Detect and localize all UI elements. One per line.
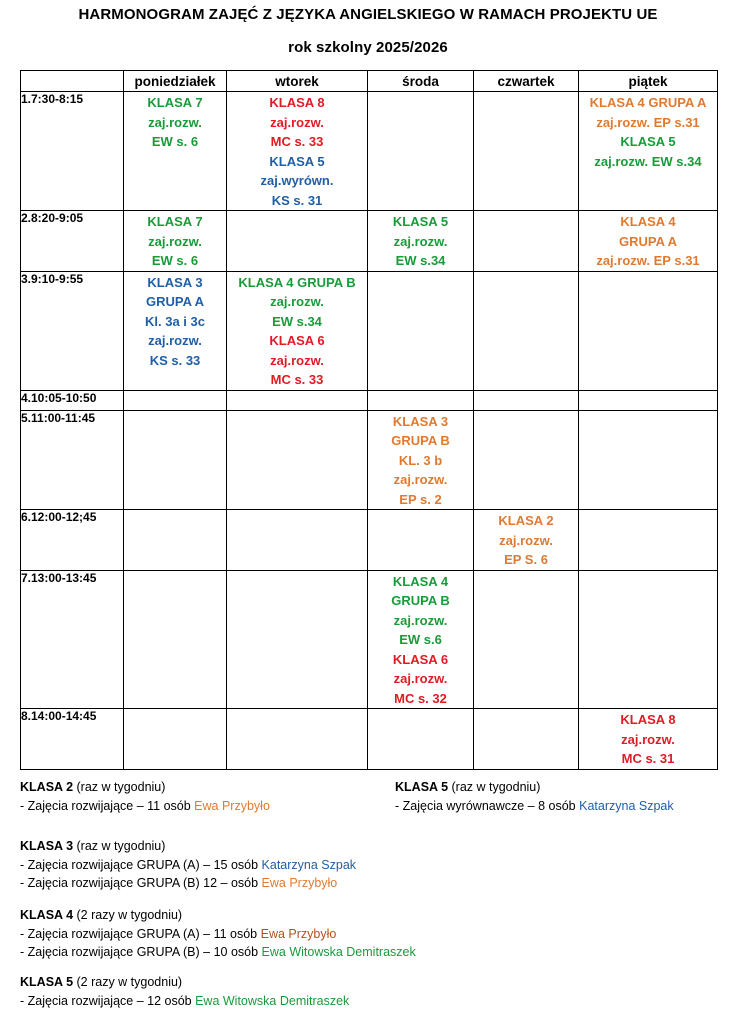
legend-item: - Zajęcia rozwijające GRUPA (A) – 11 osób Ewa Przybyło [20, 926, 337, 941]
legend-klasa-5-twice [20, 973, 349, 1010]
teacher-name: Ewa Witowska Demitraszek [195, 993, 350, 1008]
entry-line: zaj.rozw. [393, 612, 448, 628]
schedule-row [21, 709, 718, 770]
schedule-cell [474, 211, 579, 272]
time-slot: 8.14:00-14:45 [21, 709, 124, 770]
entry-line: EW s.34 [395, 253, 446, 268]
schedule-cell [474, 390, 579, 410]
entry-line: KLASA 8 [269, 95, 325, 110]
legend-class-name: KLASA 4 [20, 908, 74, 922]
entry-line: zaj.wyrówn. [260, 173, 334, 188]
legend-frequency: (raz w tygodniu) [448, 780, 541, 794]
day-header: poniedziałek [124, 71, 227, 92]
class-entry [124, 273, 226, 371]
teacher-name: Ewa Przybyło [194, 798, 270, 813]
time-slot: 6.12:00-12;45 [21, 510, 124, 571]
legend-item: - Zajęcia rozwijające – 11 osób Ewa Przybyło [20, 798, 270, 813]
legend-class-name: KLASA 5 [395, 780, 449, 794]
schedule-cell [474, 570, 579, 709]
class-entry [579, 710, 717, 769]
legend-frequency: (raz w tygodniu) [73, 839, 166, 853]
entry-line: zaj.rozw. [621, 731, 675, 747]
entry-line: KL. 3 b [398, 452, 443, 468]
class-entry [579, 93, 717, 132]
entry-line: MC s. 32 [394, 690, 447, 706]
time-slot: 4.10:05-10:50 [21, 390, 124, 410]
entry-line: KLASA 6 [269, 333, 325, 348]
entry-line: GRUPA A [145, 294, 205, 309]
schedule-cell [124, 709, 227, 770]
time-slot: 5.11:00-11:45 [21, 410, 124, 510]
legend-item: - Zajęcia wyrównawcze – 8 osób Katarzyna Szpak [395, 798, 674, 813]
schedule-cell [474, 709, 579, 770]
schedule-cell [474, 271, 579, 390]
schedule-cell [124, 570, 227, 709]
schedule-cell [368, 410, 474, 510]
legend-item: - Zajęcia rozwijające GRUPA (A) – 15 osób Katarzyna Szpak [20, 857, 357, 872]
legend-frequency: (2 razy w tygodniu) [73, 908, 183, 922]
class-entry [124, 93, 226, 152]
class-entry [124, 212, 226, 271]
schedule-cell [124, 211, 227, 272]
entry-line: KLASA 4 GRUPA A [589, 95, 707, 110]
time-slot: 7.13:00-13:45 [21, 570, 124, 709]
schedule-cell [124, 92, 227, 211]
schedule-cell [124, 271, 227, 390]
schedule-cell [579, 510, 718, 571]
entry-line: KLASA 6 [392, 651, 449, 667]
document-title: HARMONOGRAM ZAJĘĆ Z JĘZYKA ANGIELSKIEGO W RAMACH PROJEKTU UE [78, 6, 658, 23]
schedule-cell [227, 271, 368, 390]
schedule-cell [227, 510, 368, 571]
entry-line: zaj.rozw. [270, 352, 324, 368]
schedule-cell [579, 570, 718, 709]
entry-line: EW s.6 [399, 632, 442, 647]
schedule-cell [227, 211, 368, 272]
entry-line: EW s. 6 [151, 253, 199, 268]
schedule-row [21, 510, 718, 571]
teacher-name: Ewa Przybyło [260, 926, 337, 941]
entry-line: MC s. 33 [270, 134, 324, 149]
legend-item: - Zajęcia rozwijające GRUPA (B) 12 – osób Ewa Przybyło [20, 876, 338, 890]
entry-line: zaj.rozw. EP s.31 [596, 253, 700, 268]
day-header: czwartek [474, 71, 579, 92]
entry-line: KLASA 7 [147, 214, 203, 229]
legend-klasa-2 [20, 778, 270, 815]
teacher-name: Ewa Przybyło [261, 876, 338, 890]
class-entry [368, 650, 473, 709]
schedule-cell [474, 410, 579, 510]
schedule-row [21, 271, 718, 390]
legend-frequency: (2 razy w tygodniu) [73, 975, 183, 989]
entry-line: KLASA 2 [498, 513, 554, 528]
school-year: rok szkolny 2025/2026 [288, 39, 448, 56]
entry-line: KLASA 4 [620, 214, 676, 229]
schedule-cell [368, 92, 474, 211]
schedule-cell [368, 570, 474, 709]
entry-line: zaj.rozw. [393, 671, 448, 686]
schedule-cell [368, 271, 474, 390]
entry-line: KLASA 8 [620, 712, 676, 727]
time-slot: 1.7:30-8:15 [21, 92, 124, 211]
schedule-cell [227, 92, 368, 211]
schedule-cell [227, 709, 368, 770]
class-entry [227, 273, 367, 332]
time-slot: 3.9:10-9:55 [21, 271, 124, 390]
legend-class-name: KLASA 2 [20, 780, 74, 794]
entry-line: KLASA 3 [392, 413, 449, 429]
entry-line: zaj.rozw. [270, 114, 324, 130]
entry-line: zaj.rozw. EW s.34 [594, 153, 702, 169]
teacher-name: Katarzyna Szpak [261, 857, 357, 872]
schedule-cell [227, 570, 368, 709]
entry-line: KLASA 5 [392, 214, 449, 229]
entry-line: KLASA 4 GRUPA B [238, 274, 356, 290]
entry-line: zaj.rozw. [148, 333, 202, 348]
schedule-row [21, 390, 718, 410]
day-header: piątek [579, 71, 718, 92]
entry-line: MC s. 31 [621, 751, 675, 766]
schedule-row [21, 570, 718, 709]
day-header: środa [368, 71, 474, 92]
schedule-row [21, 410, 718, 510]
schedule-cell [579, 410, 718, 510]
entry-line: Kl. 3a i 3c [145, 313, 205, 329]
entry-line: KLASA 3 [147, 274, 203, 290]
entry-line: KLASA 5 [269, 153, 325, 169]
class-entry [227, 93, 367, 152]
entry-line: zaj.rozw. [270, 294, 324, 309]
legend-item: - Zajęcia rozwijające GRUPA (B) – 10 osób Ewa Witowska Demitraszek [20, 945, 416, 959]
schedule-cell [124, 390, 227, 410]
day-header: wtorek [227, 71, 368, 92]
class-entry [368, 212, 473, 271]
header-row [21, 71, 718, 92]
schedule-cell [227, 410, 368, 510]
entry-line: zaj.rozw. [148, 233, 202, 249]
entry-line: zaj.rozw. [393, 472, 448, 487]
entry-line: EW s.34 [272, 313, 322, 329]
entry-line: KLASA 4 [392, 573, 449, 589]
time-slot: 2.8:20-9:05 [21, 211, 124, 272]
schedule-cell [124, 410, 227, 510]
class-entry [368, 412, 473, 510]
teacher-name: Ewa Witowska Demitraszek [261, 945, 416, 959]
class-entry [227, 331, 367, 390]
schedule-cell [368, 709, 474, 770]
class-entry [579, 132, 717, 171]
schedule-cell [579, 92, 718, 211]
entry-line: EP S. 6 [504, 552, 548, 567]
entry-line: EW s. 6 [151, 134, 199, 149]
legend-klasa-5-weekly [395, 778, 674, 815]
entry-line: GRUPA A [618, 233, 678, 249]
schedule-cell [227, 390, 368, 410]
class-entry [368, 572, 473, 650]
schedule-cell [579, 390, 718, 410]
schedule-cell [368, 211, 474, 272]
entry-line: KLASA 7 [147, 95, 203, 110]
schedule-cell [579, 271, 718, 390]
legend-class-name: KLASA 3 [20, 839, 74, 853]
entry-line: zaj.rozw. [148, 114, 202, 130]
legend-class-name: KLASA 5 [20, 975, 74, 989]
schedule-row [21, 211, 718, 272]
schedule-row [21, 92, 718, 211]
entry-line: MC s. 33 [270, 372, 324, 387]
entry-line: EP s. 2 [399, 491, 442, 507]
schedule-cell [474, 92, 579, 211]
class-entry [474, 511, 578, 570]
class-entry [227, 152, 367, 211]
entry-line: zaj.rozw. [499, 532, 553, 548]
entry-line: GRUPA B [391, 433, 450, 448]
schedule-cell [579, 211, 718, 272]
corner-cell [21, 71, 124, 92]
schedule-cell [124, 510, 227, 571]
legend-frequency: (raz w tygodniu) [73, 780, 166, 794]
entry-line: KLASA 5 [620, 134, 676, 149]
legend-klasa-4 [20, 906, 416, 962]
schedule-cell [368, 390, 474, 410]
schedule-cell [474, 510, 579, 571]
entry-line: KS s. 31 [271, 192, 323, 208]
schedule-cell [579, 709, 718, 770]
legend-klasa-3 [20, 837, 356, 893]
entry-line: KS s. 33 [149, 352, 201, 368]
entry-line: zaj.rozw. [393, 233, 448, 249]
class-entry [579, 212, 717, 271]
schedule-table [20, 70, 718, 770]
legend-item: - Zajęcia rozwijające – 12 osób Ewa Witowska Demitraszek [20, 993, 350, 1008]
teacher-name: Katarzyna Szpak [579, 798, 674, 813]
schedule-cell [368, 510, 474, 571]
entry-line: GRUPA B [391, 593, 450, 608]
entry-line: zaj.rozw. EP s.31 [596, 114, 700, 130]
